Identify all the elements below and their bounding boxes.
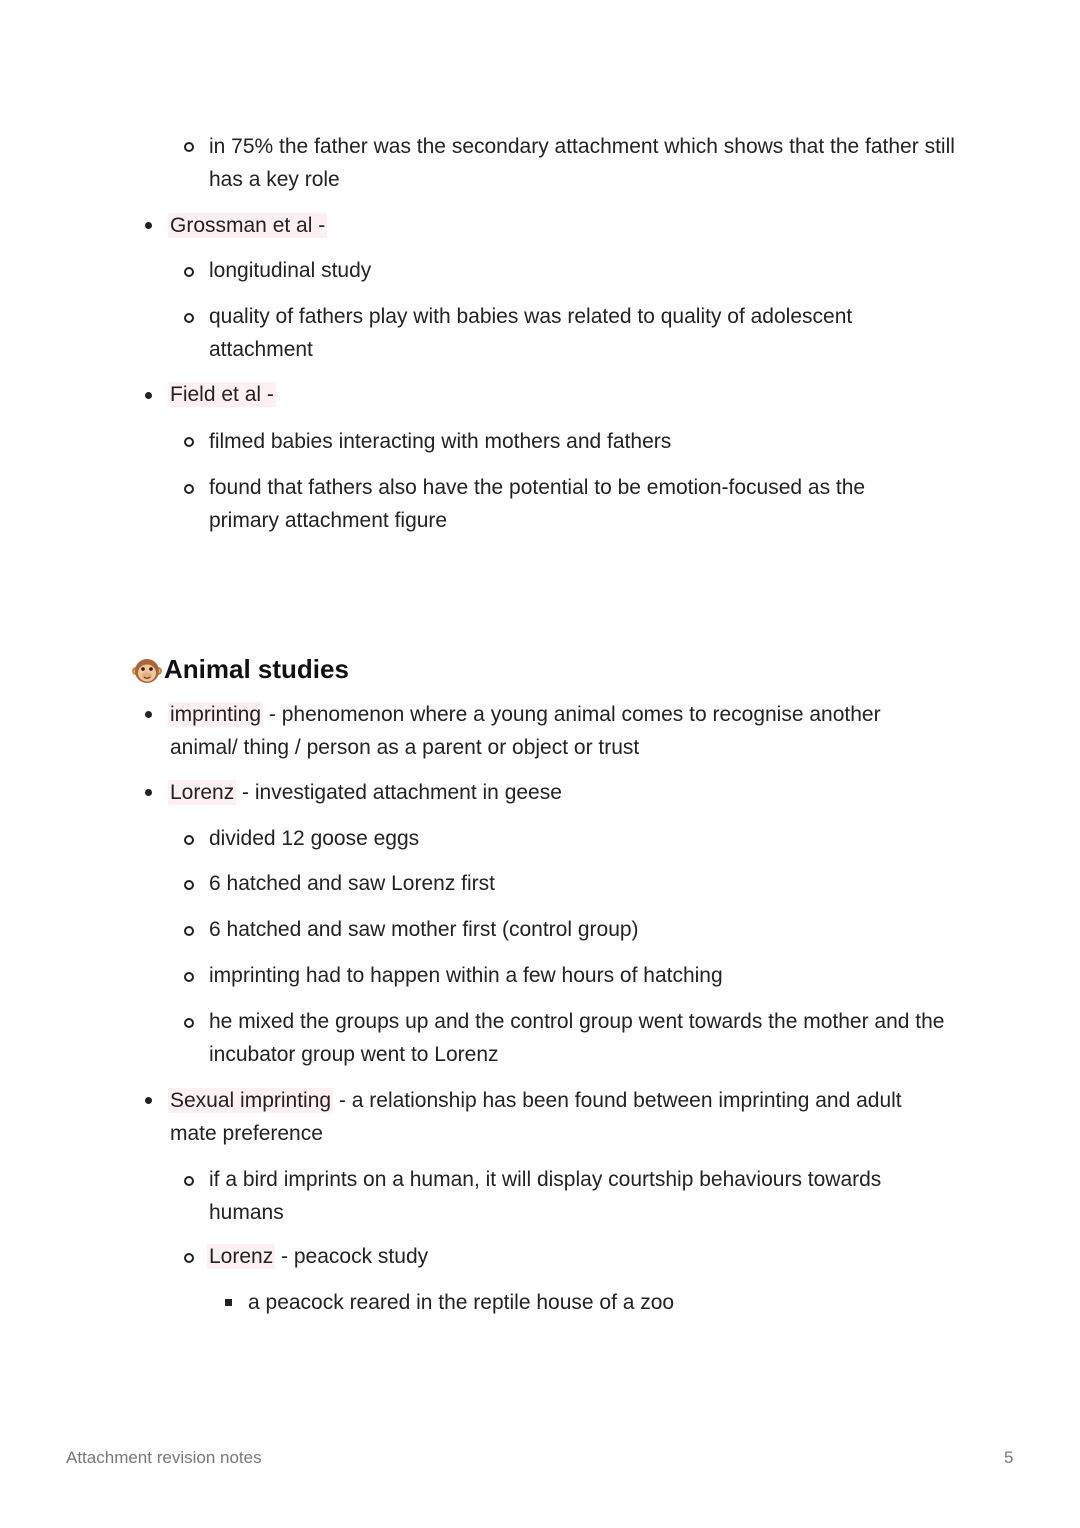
list-item-grossman	[170, 209, 327, 242]
hollow-bullet	[184, 1253, 194, 1263]
monkey-face-icon	[132, 656, 162, 686]
bullet	[145, 392, 152, 399]
list-item: imprinting had to happen within a few hours of hatching	[209, 964, 723, 987]
bullet	[145, 222, 152, 229]
list-item: 6 hatched and saw Lorenz first	[209, 872, 496, 895]
hollow-bullet	[184, 484, 194, 494]
list-item: if a bird imprints on a human, it will display courtship behaviours towards humans	[209, 1168, 882, 1224]
hollow-bullet	[184, 1176, 194, 1186]
highlighted-term: Field et al -	[170, 383, 274, 406]
definition-text: - a relationship has been found between imprinting and adult mate preference	[170, 1089, 902, 1145]
page-number: 5	[1004, 1448, 1014, 1467]
list-item: quality of fathers play with babies was related to quality of adolescent attachment	[209, 305, 853, 361]
hollow-bullet	[184, 267, 194, 277]
hollow-bullet	[184, 835, 194, 845]
highlighted-term: Sexual imprinting	[170, 1089, 332, 1112]
definition-text: - peacock study	[275, 1245, 429, 1268]
list-item: divided 12 goose eggs	[209, 827, 420, 850]
list-item: longitudinal study	[209, 259, 372, 282]
bullet	[145, 711, 152, 718]
hollow-bullet	[184, 1018, 194, 1028]
list-item-imprinting	[170, 698, 930, 764]
list-item: in 75% the father was the secondary attachment which shows that the father still has a key role	[209, 135, 955, 191]
list-item-lorenz	[170, 776, 562, 809]
hollow-bullet	[184, 313, 194, 323]
highlighted-term: Grossman et al -	[170, 214, 326, 237]
highlighted-term: imprinting	[170, 703, 262, 726]
hollow-bullet	[184, 437, 194, 447]
footer-title: Attachment revision notes	[66, 1448, 262, 1467]
list-item: he mixed the groups up and the control group went towards the mother and the incubator group went to Lorenz	[209, 1010, 945, 1066]
hollow-bullet	[184, 926, 194, 936]
square-bullet	[225, 1299, 232, 1306]
hollow-bullet	[184, 972, 194, 982]
list-item: 6 hatched and saw mother first (control group)	[209, 918, 639, 941]
list-item: filmed babies interacting with mothers and fathers	[209, 430, 672, 453]
definition-text: - investigated attachment in geese	[236, 781, 562, 804]
list-item: found that fathers also have the potential to be emotion-focused as the primary attachment figure	[209, 476, 866, 532]
definition-text: - phenomenon where a young animal comes to recognise another animal/ thing / person as a parent or object or trust	[170, 703, 881, 759]
hollow-bullet	[184, 880, 194, 890]
highlighted-term: Lorenz	[209, 1245, 274, 1268]
list-item: a peacock reared in the reptile house of a zoo	[248, 1291, 675, 1314]
hollow-bullet	[184, 142, 194, 152]
list-item-lorenz-peacock	[209, 1240, 428, 1273]
list-item-field	[170, 378, 276, 411]
bullet	[145, 789, 152, 796]
highlighted-term: Lorenz	[170, 781, 235, 804]
section-heading: Animal studies	[164, 654, 349, 684]
list-item-sexual-imprinting	[170, 1084, 950, 1150]
bullet	[145, 1097, 152, 1104]
